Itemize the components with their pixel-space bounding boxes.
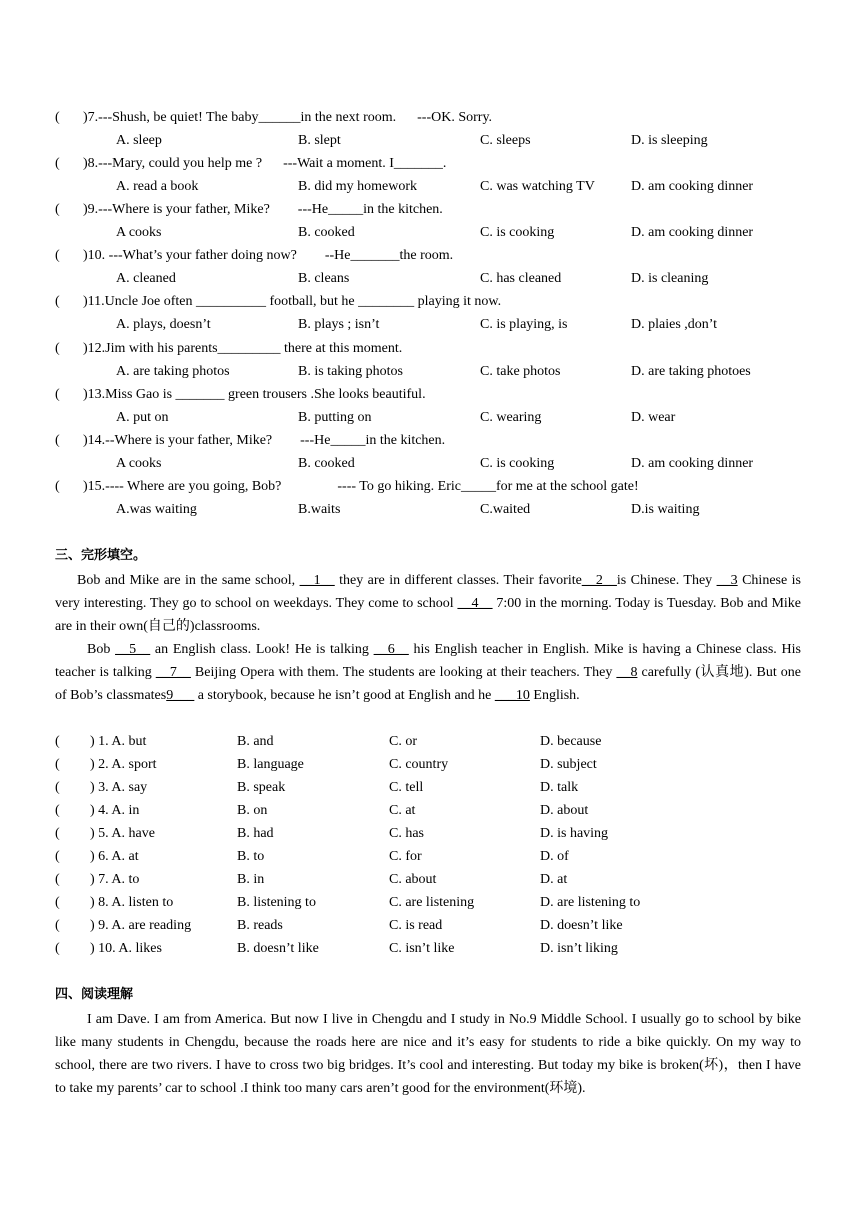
question-8 (55, 155, 446, 173)
cloze-question-2 (55, 756, 157, 774)
option-d: D. are listening to (540, 895, 641, 910)
option-a: ) 6. A. at (90, 849, 139, 864)
question-9 (55, 201, 443, 219)
option-c: C. wearing (480, 410, 542, 425)
cloze-question-7 (55, 871, 139, 889)
option-c: C. about (389, 872, 437, 887)
option-a: ) 5. A. have (90, 826, 155, 841)
answer-blank[interactable]: ( (55, 433, 60, 448)
option-a: A cooks (116, 225, 162, 240)
option-a: ) 10. A. likes (90, 941, 162, 956)
option-b: B. cooked (298, 456, 355, 471)
option-c: C. for (389, 849, 422, 864)
answer-blank[interactable]: ( (55, 387, 60, 402)
answer-blank[interactable]: ( (55, 803, 60, 818)
reading-passage (55, 1008, 801, 1100)
question-stem: )8.---Mary, could you help me ? ---Wait a moment. I_______. (83, 156, 447, 171)
option-b: B. is taking photos (298, 364, 404, 379)
cloze-question-8 (55, 894, 173, 912)
option-d: D. are taking photoes (631, 364, 751, 379)
option-c: C. or (389, 734, 417, 749)
option-c: C. is cooking (480, 225, 555, 240)
option-d: D. because (540, 734, 602, 749)
cloze-blank-4: __4__ (457, 596, 493, 612)
question-12 (55, 340, 402, 358)
option-a: A. put on (116, 410, 169, 425)
option-c: C. isn’t like (389, 941, 455, 956)
cloze-blank-7: __7__ (155, 665, 191, 681)
option-d: D. am cooking dinner (631, 179, 754, 194)
answer-blank[interactable]: ( (55, 941, 60, 956)
option-d: D. am cooking dinner (631, 456, 754, 471)
answer-blank[interactable]: ( (55, 110, 60, 125)
option-b: B. did my homework (298, 179, 417, 194)
answer-blank[interactable]: ( (55, 849, 60, 864)
option-d: D. doesn’t like (540, 918, 623, 933)
cloze-question-3 (55, 779, 147, 797)
answer-blank[interactable]: ( (55, 826, 60, 841)
option-a: A.was waiting (116, 502, 197, 517)
option-a: ) 3. A. say (90, 780, 148, 795)
option-a: ) 7. A. to (90, 872, 140, 887)
option-b: B. reads (237, 918, 283, 933)
option-c: C. tell (389, 780, 424, 795)
passage-text: his English teacher in English. Mike is having a Chinese class. His teacher is talking (55, 642, 802, 681)
answer-blank[interactable]: ( (55, 479, 60, 494)
option-a: ) 8. A. listen to (90, 895, 174, 910)
option-b: B. doesn’t like (237, 941, 319, 956)
option-a: A. plays, doesn’t (116, 317, 211, 332)
question-7 (55, 109, 492, 127)
cloze-question-10 (55, 940, 162, 958)
passage-text: 7:00 in the morning. Today is Tuesday. Bob and Mike are in their own(自己的)classrooms. (55, 596, 801, 635)
answer-blank[interactable]: ( (55, 757, 60, 772)
cloze-blank-3: __3 (716, 573, 738, 588)
question-stem: )12.Jim with his parents_________ there at this moment. (83, 341, 403, 356)
option-b: B. plays ; isn’t (298, 317, 380, 332)
option-d: D. plaies ,don’t (631, 317, 718, 332)
question-stem: )10. ---What’s your father doing now? --He_______the room. (83, 248, 454, 263)
question-14 (55, 432, 445, 450)
option-a: ) 1. A. but (90, 734, 147, 749)
option-a: A. cleaned (116, 271, 176, 286)
option-c: C. was watching TV (480, 179, 595, 194)
option-b: B. on (237, 803, 268, 818)
passage-text: Bob (87, 642, 116, 658)
option-a: A. read a book (116, 179, 199, 194)
option-c: C. has (389, 826, 424, 841)
option-b: B.waits (298, 502, 341, 517)
passage-text: is Chinese. They (616, 573, 717, 588)
answer-blank[interactable]: ( (55, 248, 60, 263)
cloze-question-4 (55, 802, 139, 820)
option-c: C. sleeps (480, 133, 531, 148)
option-b: B. cooked (298, 225, 355, 240)
answer-blank[interactable]: ( (55, 872, 60, 887)
passage-text: a storybook, because he isn’t good at English and he (194, 688, 495, 704)
option-b: B. language (237, 757, 304, 772)
answer-blank[interactable]: ( (55, 294, 60, 309)
option-c: C. has cleaned (480, 271, 562, 286)
passage-text: Chinese is very interesting. They go to school on weekdays. They come to school (55, 573, 801, 612)
option-a: ) 9. A. are reading (90, 918, 192, 933)
option-d: D. is having (540, 826, 609, 841)
cloze-blank-6: __6__ (373, 642, 409, 658)
option-a: ) 4. A. in (90, 803, 140, 818)
cloze-passage (55, 569, 801, 708)
option-d: D. at (540, 872, 568, 887)
cloze-blank-10: ___10 (494, 688, 530, 704)
option-d: D.is waiting (631, 502, 700, 517)
option-c: C. take photos (480, 364, 561, 379)
cloze-blank-2: __2__ (581, 573, 617, 588)
option-b: B. putting on (298, 410, 372, 425)
cloze-question-6 (55, 848, 139, 866)
cloze-heading: 三、完形填空。 (55, 548, 147, 563)
option-c: C. country (389, 757, 449, 772)
passage-text: an English class. Look! He is talking (150, 642, 374, 658)
answer-blank[interactable]: ( (55, 734, 60, 749)
option-b: B. had (237, 826, 274, 841)
option-b: B. cleans (298, 271, 350, 286)
option-b: B. speak (237, 780, 286, 795)
cloze-blank-5: __5__ (115, 642, 151, 658)
question-stem: )14.--Where is your father, Mike? ---He_____in the kitchen. (83, 433, 446, 448)
option-a: A. are taking photos (116, 364, 230, 379)
option-d: D. about (540, 803, 589, 818)
passage-text: Beijing Opera with them. The students are looking at their teachers. They (190, 665, 617, 681)
option-d: D. of (540, 849, 569, 864)
option-a: ) 2. A. sport (90, 757, 157, 772)
answer-blank[interactable]: ( (55, 918, 60, 933)
answer-blank[interactable]: ( (55, 780, 60, 795)
option-d: D. isn’t liking (540, 941, 618, 956)
cloze-question-1 (55, 733, 146, 751)
option-a: A. sleep (116, 133, 162, 148)
question-stem: )11.Uncle Joe often __________ football, but he ________ playing it now. (83, 294, 502, 309)
option-c: C. at (389, 803, 416, 818)
option-d: D. is cleaning (631, 271, 709, 286)
passage-text: they are in different classes. Their favorite (334, 573, 582, 588)
option-b: B. listening to (237, 895, 316, 910)
answer-blank[interactable]: ( (55, 341, 60, 356)
question-15 (55, 478, 639, 496)
option-b: B. in (237, 872, 265, 887)
passage-text: Bob and Mike are in the same school, (77, 573, 300, 588)
answer-blank[interactable]: ( (55, 156, 60, 171)
reading-paragraph: I am Dave. I am from America. But now I live in Chengdu and I study in No.9 Middle School. I usually go to school by bike like many students in Chengdu, because the roads here are nice and it’s easy for students to ride a bike quickly. On my way to school, there are two rivers. I have to cross two big bridges. It’s cool and interesting. But today my bike is broken(坏)，then I have to take my parents’ car to school .I think too many cars aren’t good for the environment(环境). (55, 1012, 801, 1097)
option-d: D. is sleeping (631, 133, 708, 148)
question-11 (55, 293, 501, 311)
option-d: D. subject (540, 757, 597, 772)
question-stem: )9.---Where is your father, Mike? ---He_____in the kitchen. (83, 202, 443, 217)
question-stem: )15.---- Where are you going, Bob? ---- To go hiking. Eric_____for me at the school gate! (83, 479, 639, 494)
question-13 (55, 386, 426, 404)
question-stem: )13.Miss Gao is _______ green trousers .She looks beautiful. (83, 387, 426, 402)
cloze-blank-1: __1__ (299, 573, 335, 588)
cloze-blank-8: __8 (616, 665, 638, 681)
option-c: C. is playing, is (480, 317, 568, 332)
answer-blank[interactable]: ( (55, 895, 60, 910)
option-c: C. are listening (389, 895, 475, 910)
reading-heading: 四、阅读理解 (55, 987, 134, 1002)
option-a: A cooks (116, 456, 162, 471)
cloze-question-9 (55, 917, 191, 935)
passage-text: carefully (认真地). But one of Bob’s classmates (55, 665, 801, 704)
option-d: D. talk (540, 780, 579, 795)
cloze-paragraph-2 (55, 638, 801, 707)
option-c: C. is cooking (480, 456, 555, 471)
passage-text: English. (529, 688, 580, 704)
option-c: C.waited (480, 502, 531, 517)
option-c: C. is read (389, 918, 443, 933)
option-b: B. slept (298, 133, 341, 148)
cloze-blank-9: 9___ (166, 688, 195, 704)
option-d: D. am cooking dinner (631, 225, 754, 240)
question-stem: )7.---Shush, be quiet! The baby______in the next room. ---OK. Sorry. (83, 110, 493, 125)
question-10 (55, 247, 453, 265)
option-b: B. to (237, 849, 265, 864)
cloze-question-5 (55, 825, 155, 843)
cloze-paragraph-1 (55, 569, 801, 638)
answer-blank[interactable]: ( (55, 202, 60, 217)
option-b: B. and (237, 734, 274, 749)
option-d: D. wear (631, 410, 676, 425)
